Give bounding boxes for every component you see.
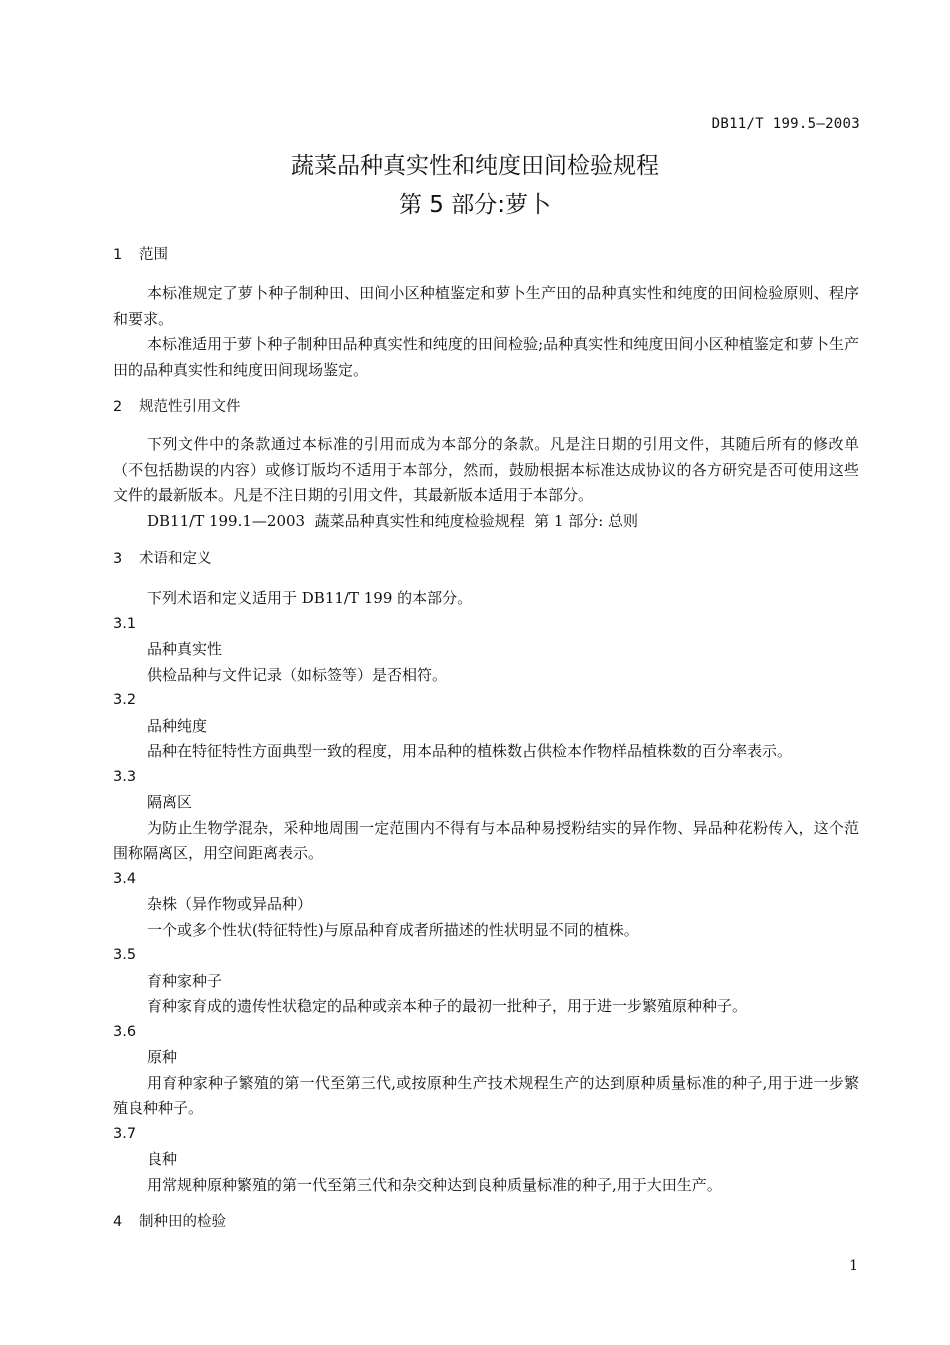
section-title: 制种田的检验 [139, 1214, 226, 1230]
term-name: 品种纯度 [147, 716, 208, 735]
term-name: 良种 [147, 1150, 178, 1168]
section-number: 2 [113, 399, 123, 415]
section-number: 3 [113, 551, 123, 567]
term-number: 3.7 [113, 1125, 137, 1142]
section-title: 范围 [139, 247, 168, 263]
term-name: 原种 [147, 1048, 178, 1066]
section-1-heading [113, 243, 859, 269]
term-number: 3.1 [113, 615, 137, 632]
section-2-body [113, 432, 859, 534]
section-4-heading [113, 1210, 859, 1236]
term-name: 育种家种子 [147, 971, 223, 990]
term-number: 3.4 [113, 870, 137, 887]
term-number: 3.6 [113, 1023, 137, 1040]
standard-number: DB11/T 199.5—2003 [711, 116, 860, 132]
document-title: 蔬菜品种真实性和纯度田间检验规程 [291, 153, 659, 179]
section-title: 规范性引用文件 [139, 399, 241, 415]
paragraph: 本标准规定了萝卜种子制种田、田间小区种植鉴定和萝卜生产田的品种真实性和纯度的田间检验原则、程序和要求。 [113, 284, 859, 328]
term-entry [113, 943, 859, 1020]
term-entry [113, 612, 859, 689]
term-definition: 品种在特征特性方面典型一致的程度，用本品种的植株数占供检本作物样品植株数的百分率表示。 [147, 742, 793, 760]
section-2-heading [113, 395, 859, 421]
section-1-body [113, 281, 859, 383]
term-entry [113, 1020, 859, 1122]
term-entry [113, 867, 859, 944]
paragraph: 本标准适用于萝卜种子制种田品种真实性和纯度的田间检验;品种真实性和纯度田间小区种植鉴定和萝卜生产田的品种真实性和纯度田间现场鉴定。 [113, 335, 859, 379]
section-number: 1 [113, 247, 123, 263]
term-name: 杂株（异作物或异品种） [147, 895, 313, 913]
section-title: 术语和定义 [139, 551, 212, 567]
document-subtitle: 第 5 部分:萝卜 [398, 192, 551, 218]
term-definition: 用育种家种子繁殖的第一代至第三代,或按原种生产技术规程生产的达到原种质量标准的种子,用于进一步繁殖良种种子。 [113, 1073, 859, 1117]
page-number: 1 [849, 1258, 858, 1274]
term-number: 3.3 [113, 768, 137, 785]
term-entry [113, 1122, 859, 1199]
section-number: 4 [113, 1214, 123, 1230]
term-name: 隔离区 [147, 793, 193, 811]
term-definition: 育种家育成的遗传性状稳定的品种或亲本种子的最初一批种子，用于进一步繁殖原种种子。 [147, 997, 748, 1015]
term-number: 3.2 [113, 692, 137, 708]
term-entry [113, 765, 859, 867]
paragraph: 下列文件中的条款通过本标准的引用而成为本部分的条款。凡是注日期的引用文件，其随后所有的修改单（不包括勘误的内容）或修订版均不适用于本部分，然而，鼓励根据本标准达成协议的各方研究是否可使用这些文件的最新版本。凡是不注日期的引用文件，其最新版本适用于本部分。 [113, 435, 859, 504]
term-entry [113, 688, 859, 765]
term-definition: 供检品种与文件记录（如标签等）是否相符。 [147, 665, 448, 684]
section-3-heading [113, 547, 859, 573]
term-number: 3.5 [113, 947, 137, 963]
term-definition: 为防止生物学混杂，采种地周围一定范围内不得有与本品种易授粉结实的异作物、异品种花粉传入，这个范围称隔离区，用空间距离表示。 [113, 818, 859, 862]
term-definition: 一个或多个性状(特征特性)与原品种育成者所描述的性状明显不同的植株。 [147, 920, 639, 939]
normative-reference: DB11/T 199.1—2003 蔬菜品种真实性和纯度检验规程 第 1 部分: 总则 [147, 511, 639, 530]
term-name: 品种真实性 [147, 640, 223, 658]
term-definition: 用常规种原种繁殖的第一代至第三代和杂交种达到良种质量标准的种子,用于大田生产。 [147, 1175, 722, 1194]
section-3-body [113, 586, 859, 1198]
paragraph: 下列术语和定义适用于 DB11/T 199 的本部分。 [147, 589, 473, 607]
